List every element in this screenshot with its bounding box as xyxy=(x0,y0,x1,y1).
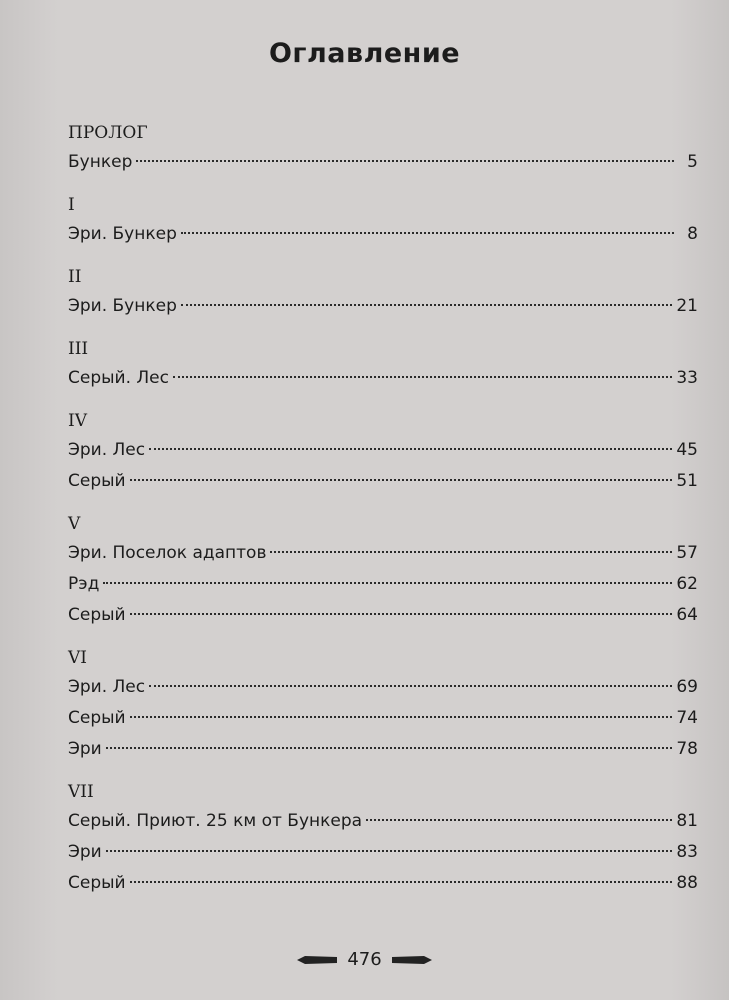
dot-leader xyxy=(366,819,672,821)
entry-page: 88 xyxy=(676,873,698,893)
dot-leader xyxy=(173,376,672,378)
section-label: IV xyxy=(68,411,87,431)
entry-page: 5 xyxy=(687,152,698,172)
entry-title: Эри. Бункер xyxy=(68,296,177,316)
dot-leader xyxy=(181,304,672,306)
dot-leader xyxy=(130,716,673,718)
entry-page: 62 xyxy=(676,574,698,594)
dot-leader xyxy=(130,479,673,481)
dot-leader xyxy=(130,613,673,615)
entry-title: Серый xyxy=(68,605,126,625)
entry-page: 57 xyxy=(676,543,698,563)
page-title: Оглавление xyxy=(268,38,461,69)
entry-page: 78 xyxy=(676,739,698,759)
dot-leader xyxy=(149,448,672,450)
entry-title: Эри. Бункер xyxy=(68,224,177,244)
dot-leader xyxy=(270,551,672,553)
entry-title: Рэд xyxy=(68,574,100,594)
page-number: 476 xyxy=(347,949,382,970)
entry-title: Бункер xyxy=(68,152,133,172)
toc-entry[interactable] xyxy=(68,569,698,600)
toc-section xyxy=(68,264,698,322)
table-of-contents xyxy=(68,120,698,913)
entry-title: Эри xyxy=(68,739,102,759)
toc-entry[interactable] xyxy=(68,672,698,703)
dot-leader xyxy=(106,747,673,749)
section-label: II xyxy=(68,267,82,287)
entry-page: 69 xyxy=(676,677,698,697)
toc-entry[interactable] xyxy=(68,538,698,569)
entry-title: Серый. Приют. 25 км от Бункера xyxy=(68,811,363,831)
entry-title: Серый xyxy=(68,873,126,893)
entry-title: Серый. Лес xyxy=(68,368,169,388)
entry-page: 74 xyxy=(676,708,698,728)
toc-section xyxy=(68,645,698,765)
page-footer xyxy=(0,949,729,970)
toc-entry[interactable] xyxy=(68,837,698,868)
toc-entry[interactable] xyxy=(68,868,698,899)
toc-section xyxy=(68,336,698,394)
toc-section xyxy=(68,192,698,250)
toc-entry[interactable] xyxy=(68,703,698,734)
entry-title: Серый xyxy=(68,708,126,728)
section-label: VI xyxy=(68,648,87,668)
dot-leader xyxy=(136,160,674,162)
toc-section xyxy=(68,779,698,899)
toc-section xyxy=(68,408,698,497)
toc-entry[interactable] xyxy=(68,466,698,497)
toc-entry[interactable] xyxy=(68,734,698,765)
dot-leader xyxy=(181,232,674,234)
entry-page: 83 xyxy=(676,842,698,862)
dot-leader xyxy=(149,685,672,687)
entry-title: Серый xyxy=(68,471,126,491)
entry-title: Эри. Лес xyxy=(68,440,146,460)
section-label: I xyxy=(68,195,75,215)
dot-leader xyxy=(106,850,673,852)
entry-page: 64 xyxy=(676,605,698,625)
toc-entry[interactable] xyxy=(68,600,698,631)
toc-entry[interactable] xyxy=(68,147,698,178)
toc-section xyxy=(68,120,698,178)
dot-leader xyxy=(130,881,673,883)
toc-entry[interactable] xyxy=(68,291,698,322)
entry-title: Эри xyxy=(68,842,102,862)
entry-page: 81 xyxy=(676,811,698,831)
dot-leader xyxy=(103,582,672,584)
section-label: ПРОЛОГ xyxy=(68,123,148,143)
entry-page: 8 xyxy=(687,224,698,244)
entry-title: Эри. Поселок адаптов xyxy=(68,543,267,563)
toc-entry[interactable] xyxy=(68,806,698,837)
section-label: VII xyxy=(68,782,94,802)
section-label: III xyxy=(68,339,89,359)
toc-section xyxy=(68,511,698,631)
entry-page: 33 xyxy=(676,368,698,388)
toc-entry[interactable] xyxy=(68,435,698,466)
right-ornament-icon xyxy=(392,954,432,966)
toc-entry[interactable] xyxy=(68,219,698,250)
left-ornament-icon xyxy=(297,954,337,966)
entry-title: Эри. Лес xyxy=(68,677,146,697)
toc-entry[interactable] xyxy=(68,363,698,394)
entry-page: 51 xyxy=(676,471,698,491)
entry-page: 45 xyxy=(676,440,698,460)
entry-page: 21 xyxy=(676,296,698,316)
section-label: V xyxy=(68,514,81,534)
